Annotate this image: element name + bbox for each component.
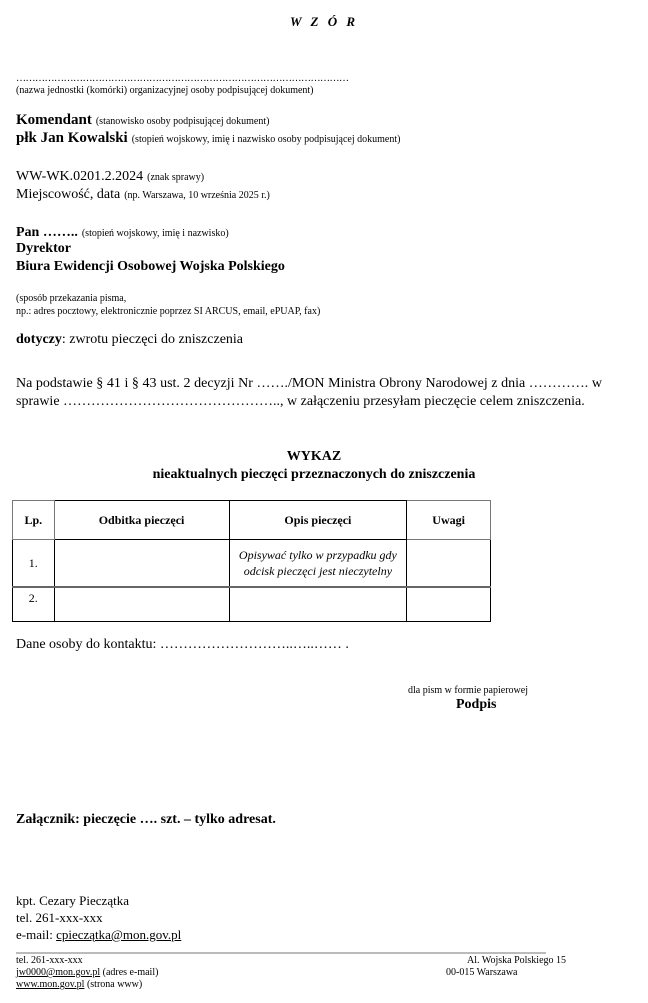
contact-line: Dane osoby do kontaktu: ………………………..…..…… .	[16, 637, 349, 652]
signer-line	[16, 129, 400, 147]
subject-line	[16, 332, 243, 348]
cell-odbitka	[54, 587, 229, 622]
footer-www-note: (strona www)	[84, 979, 143, 990]
recipient-salutation: Pan ……..	[16, 225, 78, 240]
contact-person-phone: tel. 261-xxx-xxx	[16, 910, 103, 925]
delivery-note-1: (sposób przekazania pisma,	[16, 293, 127, 304]
table-header-row	[13, 501, 491, 540]
footer-email-link[interactable]: jw0000@mon.gov.pl	[16, 967, 101, 978]
signer-note: (stopień wojskowy, imię i nazwisko osoby podpisującej dokument)	[131, 134, 401, 145]
contact-person-email-link[interactable]: cpieczątka@mon.gov.pl	[56, 927, 182, 942]
column-header-opis: Opis pieczęci	[229, 501, 407, 540]
cell-lp: 1.	[13, 540, 55, 588]
place-date: Miejscowość, data	[16, 187, 121, 202]
document-title: W Z Ó R	[289, 14, 359, 29]
case-note: (znak sprawy)	[147, 172, 205, 183]
signature-note: dla pism w formie papierowej	[408, 685, 528, 696]
signature-label: Podpis	[456, 697, 497, 712]
footer-www-line	[16, 979, 142, 990]
subject-label: dotyczy	[16, 332, 62, 347]
footer-separator	[16, 952, 546, 954]
unit-dotted-line: ……………………………………………………………………………………………	[16, 73, 349, 84]
cell-uwagi	[407, 540, 491, 588]
unit-note: (nazwa jednostki (komórki) organizacyjnej osoby podpisującej dokument)	[16, 85, 314, 96]
table-row	[13, 540, 491, 588]
subject-text: : zwrotu pieczęci do zniszczenia	[61, 332, 244, 347]
footer-address-2: 00-015 Warszawa	[446, 967, 518, 978]
footer-email-note: (adres e-mail)	[100, 967, 159, 978]
contact-person-email-line	[16, 927, 181, 943]
wykaz-title: WYKAZ	[286, 449, 342, 464]
column-header-odbitka: Odbitka pieczęci	[54, 501, 229, 540]
column-header-lp: Lp.	[13, 501, 55, 540]
body-paragraph: Na podstawie § 41 i § 43 ust. 2 decyzji Nr ……./MON Ministra Obrony Narodowej z dnia …………. w sprawie ……………………………………….., w załączeniu przesyłam pieczęcie celem zniszczenia.	[16, 376, 602, 409]
contact-person-email-label: e-mail:	[16, 927, 57, 942]
place-date-line	[16, 185, 270, 203]
signer-name: płk Jan Kowalski	[16, 130, 128, 146]
delivery-note-2: np.: adres pocztowy, elektronicznie poprzez SI ARCUS, email, ePUAP, fax)	[16, 306, 321, 317]
cell-lp: 2.	[13, 587, 55, 622]
cell-odbitka	[54, 540, 229, 588]
recipient-role: Dyrektor	[16, 241, 71, 256]
recipient-institution: Biura Ewidencji Osobowej Wojska Polskiego	[16, 259, 285, 274]
place-date-note: (np. Warszawa, 10 września 2025 r.)	[124, 190, 270, 201]
recipient-salutation-note: (stopień wojskowy, imię i nazwisko)	[81, 228, 229, 239]
position-line	[16, 111, 269, 129]
position-note: (stanowisko osoby podpisującej dokument)	[95, 116, 270, 127]
seals-table	[12, 500, 491, 622]
attachment-line: Załącznik: pieczęcie …. szt. – tylko adresat.	[16, 812, 276, 827]
case-number: WW-WK.0201.2.2024	[16, 169, 144, 184]
cell-opis: Opisywać tylko w przypadku gdy odcisk pieczęci jest nieczytelny	[229, 540, 407, 588]
position-label: Komendant	[16, 112, 92, 128]
contact-person-name: kpt. Cezary Pieczątka	[16, 893, 129, 908]
table-row	[13, 587, 491, 622]
footer-phone: tel. 261-xxx-xxx	[16, 955, 83, 966]
column-header-uwagi: Uwagi	[407, 501, 491, 540]
cell-uwagi	[407, 587, 491, 622]
case-line	[16, 167, 204, 185]
footer-email-line	[16, 967, 158, 978]
wykaz-subtitle: nieaktualnych pieczęci przeznaczonych do zniszczenia	[152, 467, 476, 482]
cell-opis	[229, 587, 407, 622]
recipient-salutation-line	[16, 223, 229, 241]
footer-www-link[interactable]: www.mon.gov.pl	[16, 979, 85, 990]
footer-address-1: Al. Wojska Polskiego 15	[467, 955, 567, 966]
